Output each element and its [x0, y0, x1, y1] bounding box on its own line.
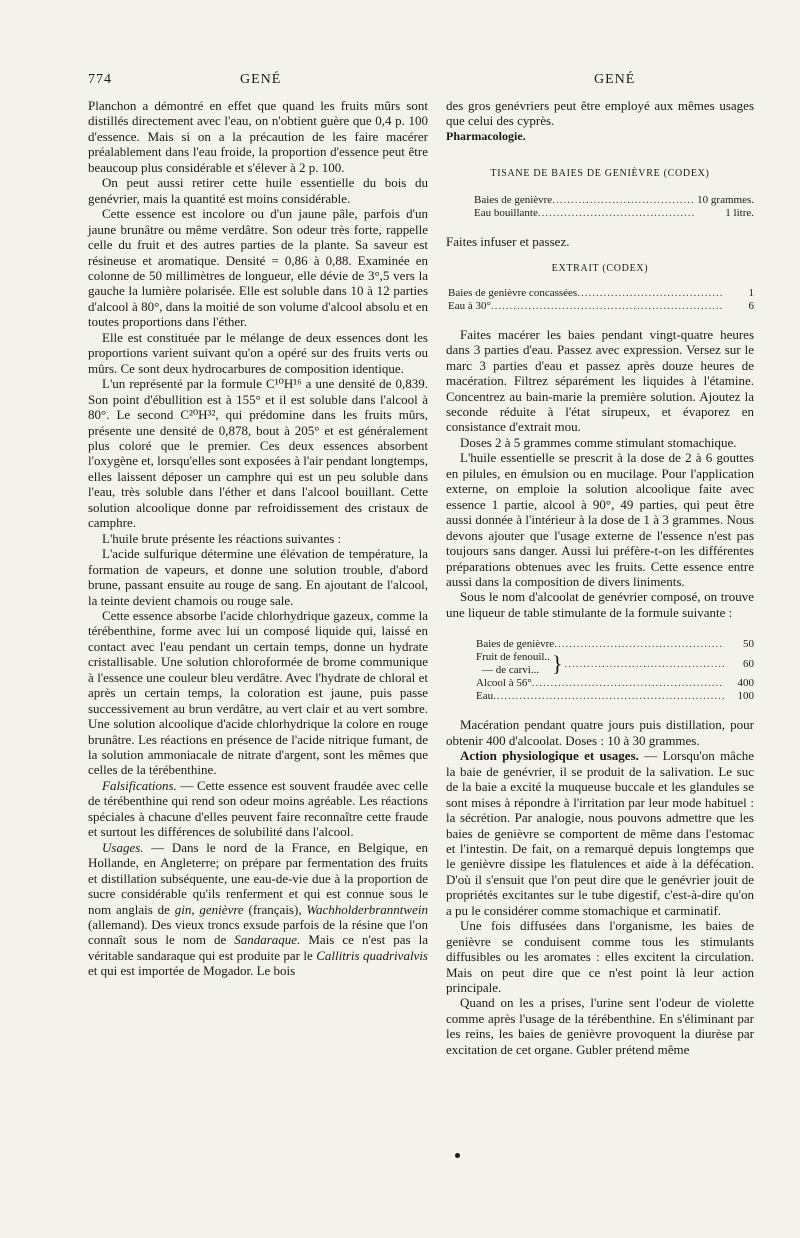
tisane-caption: TISANE DE BAIES DE GENIÈVRE (CODEX) [490, 168, 710, 180]
ingredient-name: Eau [476, 690, 494, 703]
ingredient-name: Eau à 30° [448, 299, 491, 312]
text-run: Planchon a démontré en effet que quand les fruits mûrs sont distillés directement avec l'eau, on n'obtient guère que 0,4 p. 100 d'essence. Mais si on a la précaution de les faire macérer préalablement dans l'eau froide, la proportion d'essence peut être beaucoup plus considérable et s'élever à 2 p. 100. [88, 98, 428, 175]
recipe-row [448, 287, 754, 300]
bold-heading: Action physiologique et usages. [460, 748, 639, 764]
paragraph [88, 330, 428, 376]
paragraph [88, 98, 428, 175]
alcoolat-recipe [446, 638, 754, 703]
text-run: des gros genévriers peut être employé aux mêmes usages que celui des cyprès. [446, 98, 754, 129]
text-run: L'huile essentielle se prescrit à la dose de 2 à 6 gouttes en pilules, en émulsion ou en mucilage. Pour l'application externe, on emploie la solution alcoolique faite avec essence 1 partie, alcool à 90°, 49 parties, qui peut être aussi donnée à l'intérieur à la dose de 1 à 3 grammes. Nous devons ajouter que l'usage externe de l'essence n'est pas toujours sans danger. Aussi lui préfère-t-on les différentes préparations obtenues avec les fruits. Cette essence entre aussi dans la composition de divers liniments. [446, 450, 754, 589]
recipe-row [476, 651, 754, 677]
brace-symbol: } [551, 651, 563, 677]
text-run: Une fois diffusées dans l'organisme, les baies de genièvre se conduisent comme tous les stimulants diffusibles ou les aromates : elles excitent la circulation. Mais on peut dire que ce n'est point là leur action principale. [446, 918, 754, 996]
paragraph [88, 840, 428, 979]
ingredient-quantity: 60 [743, 657, 754, 670]
ingredient-name: Fruit de fenouil.. [476, 651, 550, 664]
left-column [88, 98, 428, 979]
text-run: (allemand). Des vieux troncs exsude parfois de la résine que l'on connaît sous le nom de [88, 917, 428, 948]
ingredient-quantity: 100 [737, 690, 754, 703]
italic-term: Falsifications. [102, 777, 177, 793]
page-number: 774 [88, 72, 112, 87]
paragraph [446, 717, 754, 748]
text-run: Cette essence absorbe l'acide chlorhydrique gazeux, comme la térébenthine, forme avec lui un composé liquide qui, laissé en contact avec l'eau pendant un certain temps, donne un hydrate cristallisable. Une solution chloroformée de brome communique à l'essence une couleur bleu verdâtre. Avec l'hydrate de chloral et après un certain temps, la coloration est jaune, puis passe successivement au brun verdâtre, au vert clair et au vert sombre. Une solution alcoolique d'acide chlorhydrique la colore en rouge brunâtre. Les réactions en présence de l'acide nitrique fumant, de la solution ammoniacale de nitrate d'argent, sont les mêmes que celles de la térébenthine. [88, 607, 428, 778]
paragraph [88, 778, 428, 840]
italic-term: gin, genièvre [174, 901, 244, 917]
instruction-text: Faites infuser et passez. [446, 233, 570, 249]
text-run: On peut aussi retirer cette huile essentielle du bois du genévrier, mais la quantité est moins considérable. [88, 175, 428, 206]
ingredient-name: Eau bouillante [474, 206, 538, 219]
paragraph [88, 531, 428, 546]
ingredient-quantity: 400 [737, 677, 754, 690]
right-column [446, 98, 754, 1057]
paragraph [446, 98, 754, 129]
extrait-recipe [446, 287, 754, 313]
paragraph [88, 175, 428, 206]
text-run: Pharmacologie. [446, 128, 526, 143]
text-run: Mais ce n'est pas la véritable sandaraque qui est produite par le [88, 932, 428, 963]
running-head-right: GENÉ [594, 72, 636, 87]
text-run: L'huile brute présente les réactions suivantes : [102, 530, 342, 546]
ingredient-quantity: 1 [748, 286, 754, 299]
paragraph [88, 376, 428, 531]
text-run: Doses 2 à 5 grammes comme stimulant stomachique. [460, 434, 737, 450]
recipe-row [476, 677, 754, 690]
text-run: Macération pendant quatre jours puis distillation, pour obtenir 400 d'alcoolat. Doses : 10 à 30 grammes. [446, 717, 754, 748]
italic-term: Usages. [102, 839, 144, 855]
ingredient-quantity: 1 litre. [725, 206, 754, 219]
paragraph [88, 206, 428, 330]
tisane-recipe [446, 194, 754, 220]
ingredient-quantity: 10 grammes. [697, 193, 754, 206]
recipe-row [476, 638, 754, 651]
paragraph [88, 546, 428, 608]
paragraph [446, 327, 754, 435]
text-run: Sous le nom d'alcoolat de genévrier composé, on trouve une liqueur de table stimulante de la formule suivante : [446, 589, 754, 620]
text-run: — Dans le nord de la France, en Belgique, en Hollande, en Angleterre; on prépare par fermentation des fruits et distillation subséquente, une eau-de-vie due à la proportion de sucre considérable qu'ils renferment et qui est connue sous le nom anglais de [88, 839, 428, 917]
paragraph [88, 608, 428, 778]
ingredient-name: — de carvi... [482, 664, 540, 677]
text-run: — Lorsqu'on mâche la baie de genévrier, il se produit de la salivation. Le suc de la baie a excité la muqueuse buccale et les glandules se sont mises à répondre à l'irritation par leur mode habituel : la sécrétion. Par analogie, nous pouvons admettre que les baies de genièvre se comportent de même dans l'estomac et l'intestin. De fait, on a remarqué depuis longtemps que le genièvre dissipe les flatulences et aide à la défécation. D'où il s'ensuit que l'on peut dire que le genévrier jouit de propriétés excitantes sur le tube digestif, c'est-à-dire qu'on a pu le considérer comme stomachique et carminatif. [446, 748, 754, 918]
recipe-row [448, 300, 754, 313]
recipe-row [476, 690, 754, 703]
text-run: Quand on les a prises, l'urine sent l'odeur de violette comme après l'usage de la térébenthine. En s'éliminant par les reins, les baies de genièvre provoquent la diurèse par excitation de cet organe. Gubler prétend même [446, 995, 754, 1057]
text-run: Cette essence est incolore ou d'un jaune pâle, parfois d'un jaune brunâtre ou même verdâtre. Son odeur très forte, rappelle celle du fruit et des autres parties de la plante. Sa saveur est résineuse et aromatique. Densité = 0,86 à 0,88. Examinée en colonne de 50 millimètres de longueur, elle dévie de 3°,5 vers la gauche la lumière polarisée. Elle est soluble dans 10 à 12 parties d'alcool à 80°, dans la moitié de son volume d'alcool absolu et en toutes proportions dans l'éther. [88, 206, 428, 330]
ingredient-name: Baies de genièvre concassées [448, 286, 578, 299]
paragraph [446, 918, 754, 995]
recipe-row [474, 207, 754, 220]
paragraph [446, 995, 754, 1057]
ingredient-quantity: 50 [743, 638, 754, 651]
text-run: Faites macérer les baies pendant vingt-quatre heures dans 3 parties d'eau. Passez avec expression. Versez sur le marc 3 parties d'eau et passez après douze heures de macération. Filtrez séparément les liquides à l'étamine. Concentrez au bain-marie la première solution. Ajoutez la seconde réduite à l'état sirupeux, et évaporez en consistance d'extrait mou. [446, 326, 754, 435]
italic-term: Sandaraque. [234, 932, 301, 948]
paragraph [446, 450, 754, 589]
ingredient-name: Alcool à 56° [476, 677, 532, 690]
paragraph [446, 435, 754, 450]
text-run: et qui est importée de Mogador. Le bois [88, 963, 296, 979]
paragraph [446, 589, 754, 620]
text-run: (français), [243, 901, 307, 917]
text-run: Elle est constituée par le mélange de deux essences dont les proportions varient suivant qu'on a opéré sur des fruits verts ou mûrs. Ce sont deux hydrocarbures de composition identique. [88, 329, 428, 376]
recipe-row [474, 194, 754, 207]
ingredient-quantity: 6 [748, 299, 754, 312]
text-run: L'un représenté par la formule C¹⁰H¹⁶ a une densité de 0,839. Son point d'ébullition est à 155° et il est soluble dans l'alcool à 80°. Le second C²⁰H³², qui prédomine dans les fruits mûrs, présente une densité de 0,878, bout à 205° et est généralement plus coloré que le premier. Ces deux essences absorbent l'oxygène et, lorsqu'elles sont exposées à l'air pendant longtemps, elles laissent déposer un camphre qui est un peu soluble dans l'eau, très soluble dans l'éther et dans l'alcool bouillant. Cette solution alcoolique donne par refroidissement des cristaux de camphre. [88, 376, 428, 531]
text-run: — Cette essence est souvent fraudée avec celle de térébenthine qui rend son odeur moins agréable. Les réactions spéciales à chacune d'elles peuvent faire reconnaître cette fraude et surtout les différences de solubilité dans l'alcool. [88, 777, 428, 840]
italic-term: Wachholderbranntwein [306, 901, 428, 917]
bullet-mark [455, 1153, 460, 1158]
extrait-caption: EXTRAIT (CODEX) [551, 263, 649, 275]
ingredient-name: Baies de genièvre [476, 638, 555, 651]
text-run: L'acide sulfurique détermine une élévation de température, la formation de vapeurs, et donne une solution trouble, d'abord brune, passant ensuite au rouge de sang. En ajoutant de l'alcool, la teinte devient chamois ou rouge sale. [88, 546, 428, 608]
ingredient-name: Baies de genièvre [474, 193, 553, 206]
paragraph [446, 748, 754, 918]
italic-term: Callitris quadrivalvis [316, 947, 428, 963]
running-head-left: GENÉ [240, 72, 282, 87]
section-heading [446, 129, 754, 144]
